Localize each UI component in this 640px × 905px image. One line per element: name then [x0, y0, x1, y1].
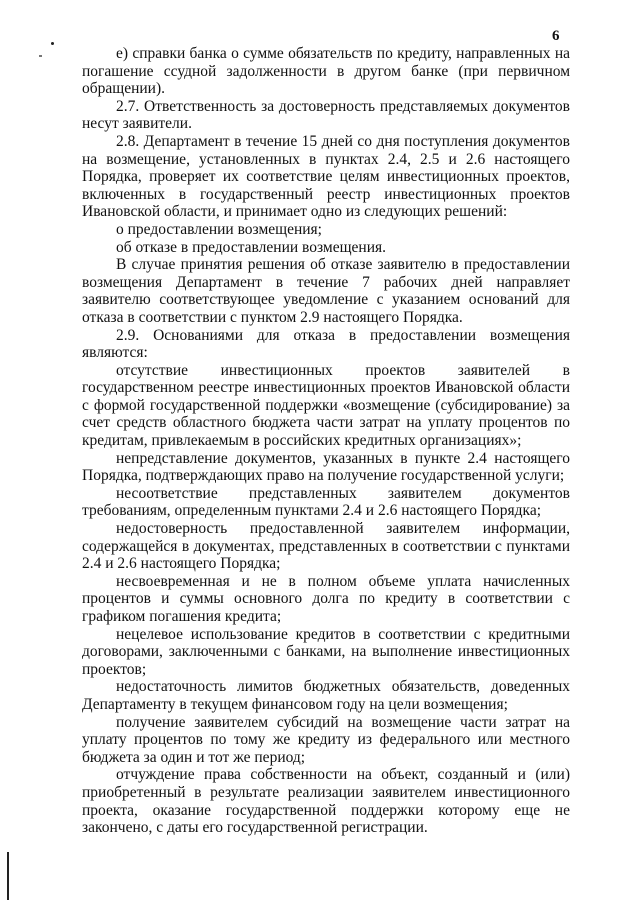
refusal-ground-item: недостоверность предоставленной заявителем информации, содержащейся в документах, представленных в соответствии с пунктами 2.4 и 2.6 настоящего Порядка;	[82, 520, 570, 573]
scan-speck	[51, 42, 54, 45]
page-number: 6	[552, 28, 560, 44]
refusal-ground-item: отсутствие инвестиционных проектов заявителей в государственном реестре инвестиционных проектов Ивановской области с формой государственной поддержки «возмещение (субсидирование) за счет средств областного бюджета части затрат на уплату процентов по кредитам, привлекаемым в российских кредитных организациях»;	[82, 361, 570, 450]
refusal-ground-item: получение заявителем субсидий на возмещение части затрат на уплату процентов по тому же кредиту из федерального или местного бюджета за один и тот же период;	[82, 713, 570, 766]
paragraph-2-7: 2.7. Ответственность за достоверность представляемых документов несут заявители.	[82, 97, 570, 133]
refusal-ground-item: отчуждение права собственности на объект, созданный и (или) приобретенный в результате реализации заявителем инвестиционного проекта, оказание государственной поддержки которому еще не закончено, с даты его государственной регистрации.	[82, 766, 570, 837]
refusal-ground-item: несвоевременная и не в полном объеме уплата начисленных процентов и суммы основного долга по кредиту в соответствии с графиком погашения кредита;	[82, 572, 570, 625]
refusal-ground-item: несоответствие представленных заявителем документов требованиям, определенным пунктами 2.4 и 2.6 настоящего Порядка;	[82, 484, 570, 520]
refusal-ground-item: нецелевое использование кредитов в соответствии с кредитными договорами, заключенными с банками, на выполнение инвестиционных проектов;	[82, 625, 570, 678]
refusal-ground-item: недостаточность лимитов бюджетных обязательств, доведенных Департаменту в текущем финансовом году на цели возмещения;	[82, 678, 570, 713]
document-body	[82, 45, 570, 837]
paragraph-2-9: 2.9. Основаниями для отказа в предоставлении возмещения являются:	[82, 326, 570, 362]
paragraph-item-e: е) справки банка о сумме обязательств по кредиту, направленных на погашение ссудной задолженности в другом банке (при первичном обращении).	[82, 45, 570, 98]
margin-rule	[7, 852, 9, 900]
decision-option-refuse: об отказе в предоставлении возмещения.	[116, 238, 386, 256]
paragraph-2-8: 2.8. Департамент в течение 15 дней со дня поступления документов на возмещение, установленных в пунктах 2.4, 2.5 и 2.6 настоящего Порядка, проверяет их соответствие целям инвестиционных проектов, включенных в государственный реестр инвестиционных проектов Ивановской области, и принимает одно из следующих решений:	[82, 132, 570, 221]
scan-speck	[39, 55, 42, 57]
decision-option-grant: о предоставлении возмещения;	[116, 220, 322, 238]
refusal-ground-item: непредставление документов, указанных в пункте 2.4 настоящего Порядка, подтверждающих право на получение государственной услуги;	[82, 449, 570, 485]
paragraph-refusal-notice: В случае принятия решения об отказе заявителю в предоставлении возмещения Департамент в течение 7 рабочих дней направляет заявителю соответствующее уведомление с указанием оснований для отказа в соответствии с пунктом 2.9 настоящего Порядка.	[82, 256, 570, 326]
